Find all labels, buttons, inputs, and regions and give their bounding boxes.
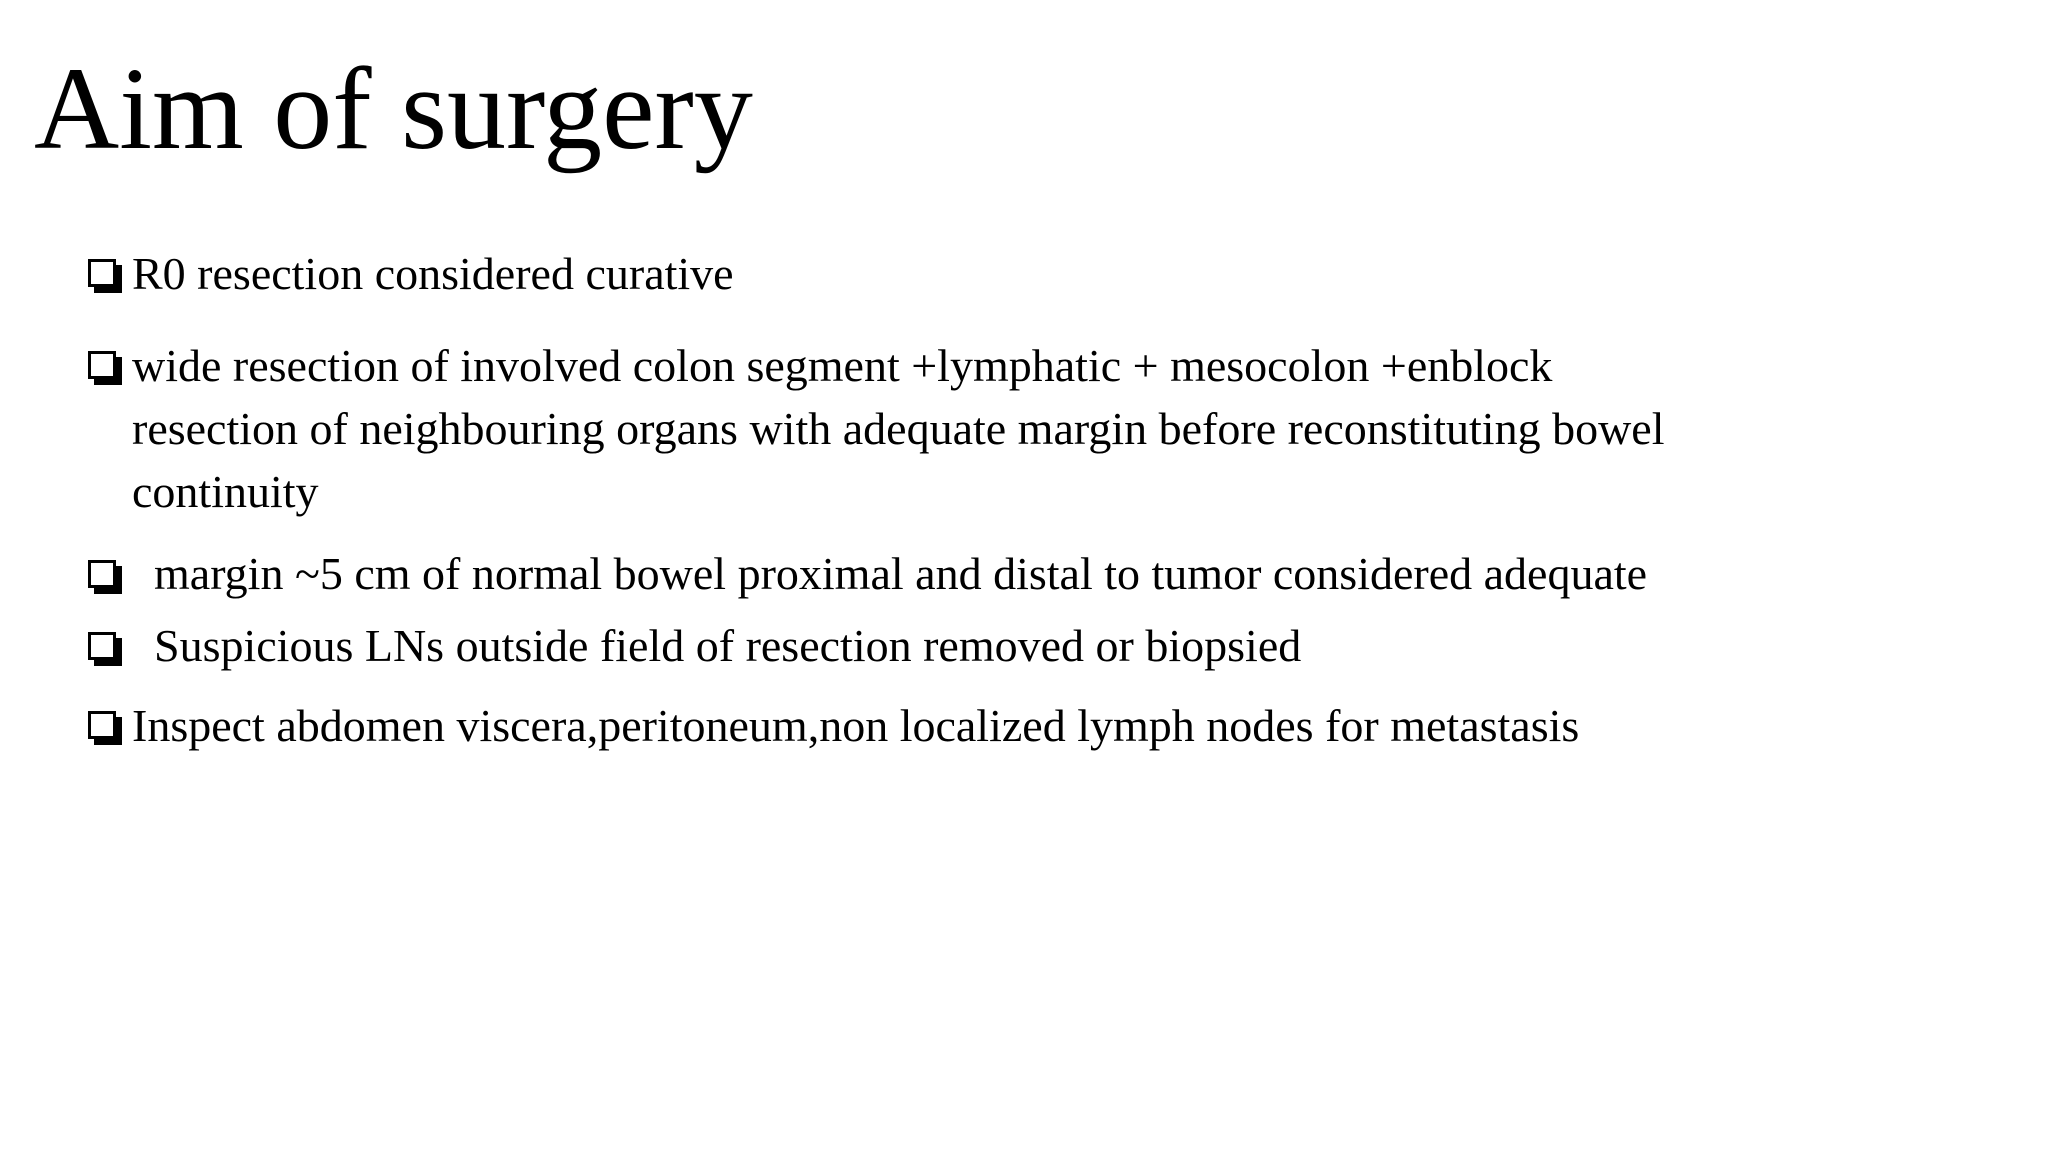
checkbox-bullet-icon xyxy=(88,711,116,739)
bullet-text: Inspect abdomen viscera,peritoneum,non localized lymph nodes for metastasis xyxy=(132,700,1580,751)
bullet-text: Suspicious LNs outside field of resection removed or biopsied xyxy=(154,620,1302,671)
bullet-text: continuity xyxy=(132,466,319,517)
checkbox-bullet-icon xyxy=(88,351,116,379)
bullet-text: R0 resection considered curative xyxy=(132,248,734,299)
bullet-text: resection of neighbouring organs with adequate margin before reconstituting bowel xyxy=(132,403,1665,454)
checkbox-bullet-icon xyxy=(88,560,116,588)
slide-title: Aim of surgery xyxy=(34,43,753,174)
checkbox-bullet-icon xyxy=(88,259,116,287)
checkbox-bullet-icon xyxy=(88,632,116,660)
bullet-text: margin ~5 cm of normal bowel proximal and distal to tumor considered adequate xyxy=(154,548,1648,599)
bullet-text: wide resection of involved colon segment +lymphatic + mesocolon +enblock xyxy=(132,340,1553,391)
